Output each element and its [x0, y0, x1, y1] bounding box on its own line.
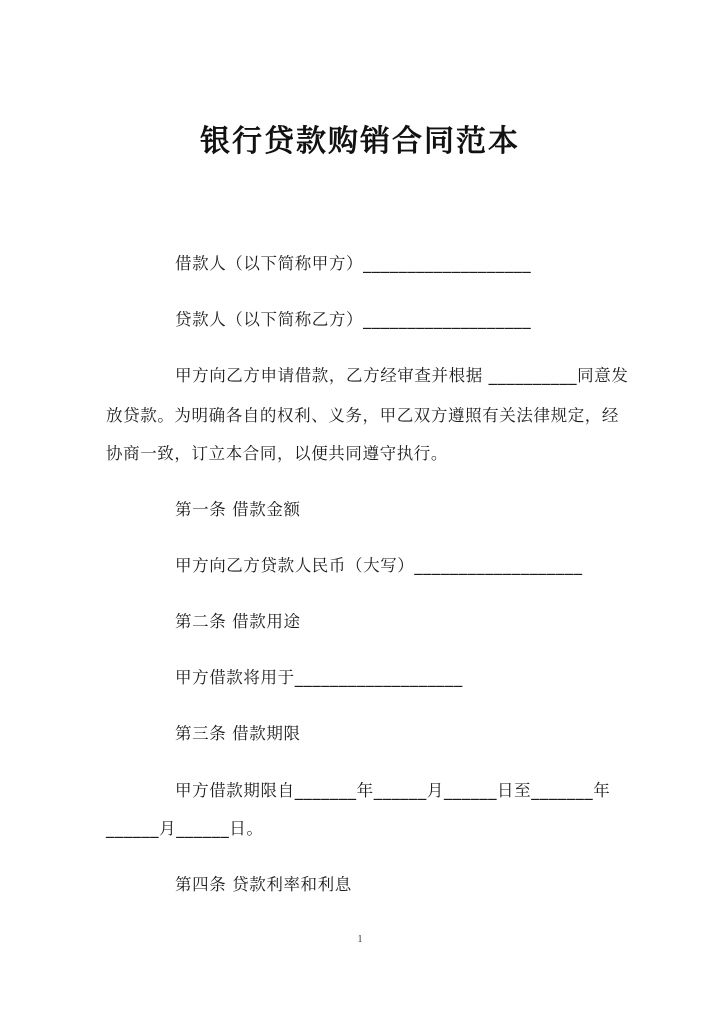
article-3-body-line-2: ______月______日。: [106, 819, 264, 838]
page-number: 1: [357, 934, 363, 945]
preamble-line-3: 协商一致，订立本合同，以便共同遵守执行。: [106, 444, 448, 463]
article-4-heading: 第四条 贷款利率和利息: [175, 875, 352, 894]
borrower-line: 借款人（以下简称甲方）___________________: [175, 254, 532, 273]
preamble-line-1: 甲方向乙方申请借款，乙方经审查并根据 __________同意发: [175, 366, 629, 385]
article-3-body-line-1: 甲方借款期限自_______年______月______日至_______年: [175, 781, 611, 800]
document-title: 银行贷款购销合同范本: [200, 124, 520, 159]
article-2-body: 甲方借款将用于___________________: [175, 668, 463, 687]
article-3-heading: 第三条 借款期限: [175, 724, 301, 743]
article-1-body: 甲方向乙方贷款人民币（大写）___________________: [175, 556, 583, 575]
article-1-heading: 第一条 借款金额: [175, 500, 301, 519]
article-2-heading: 第二条 借款用途: [175, 612, 301, 631]
preamble-line-2: 放贷款。为明确各自的权利、义务，甲乙双方遵照有关法律规定，经: [106, 406, 619, 425]
lender-line: 贷款人（以下简称乙方）___________________: [175, 310, 532, 329]
